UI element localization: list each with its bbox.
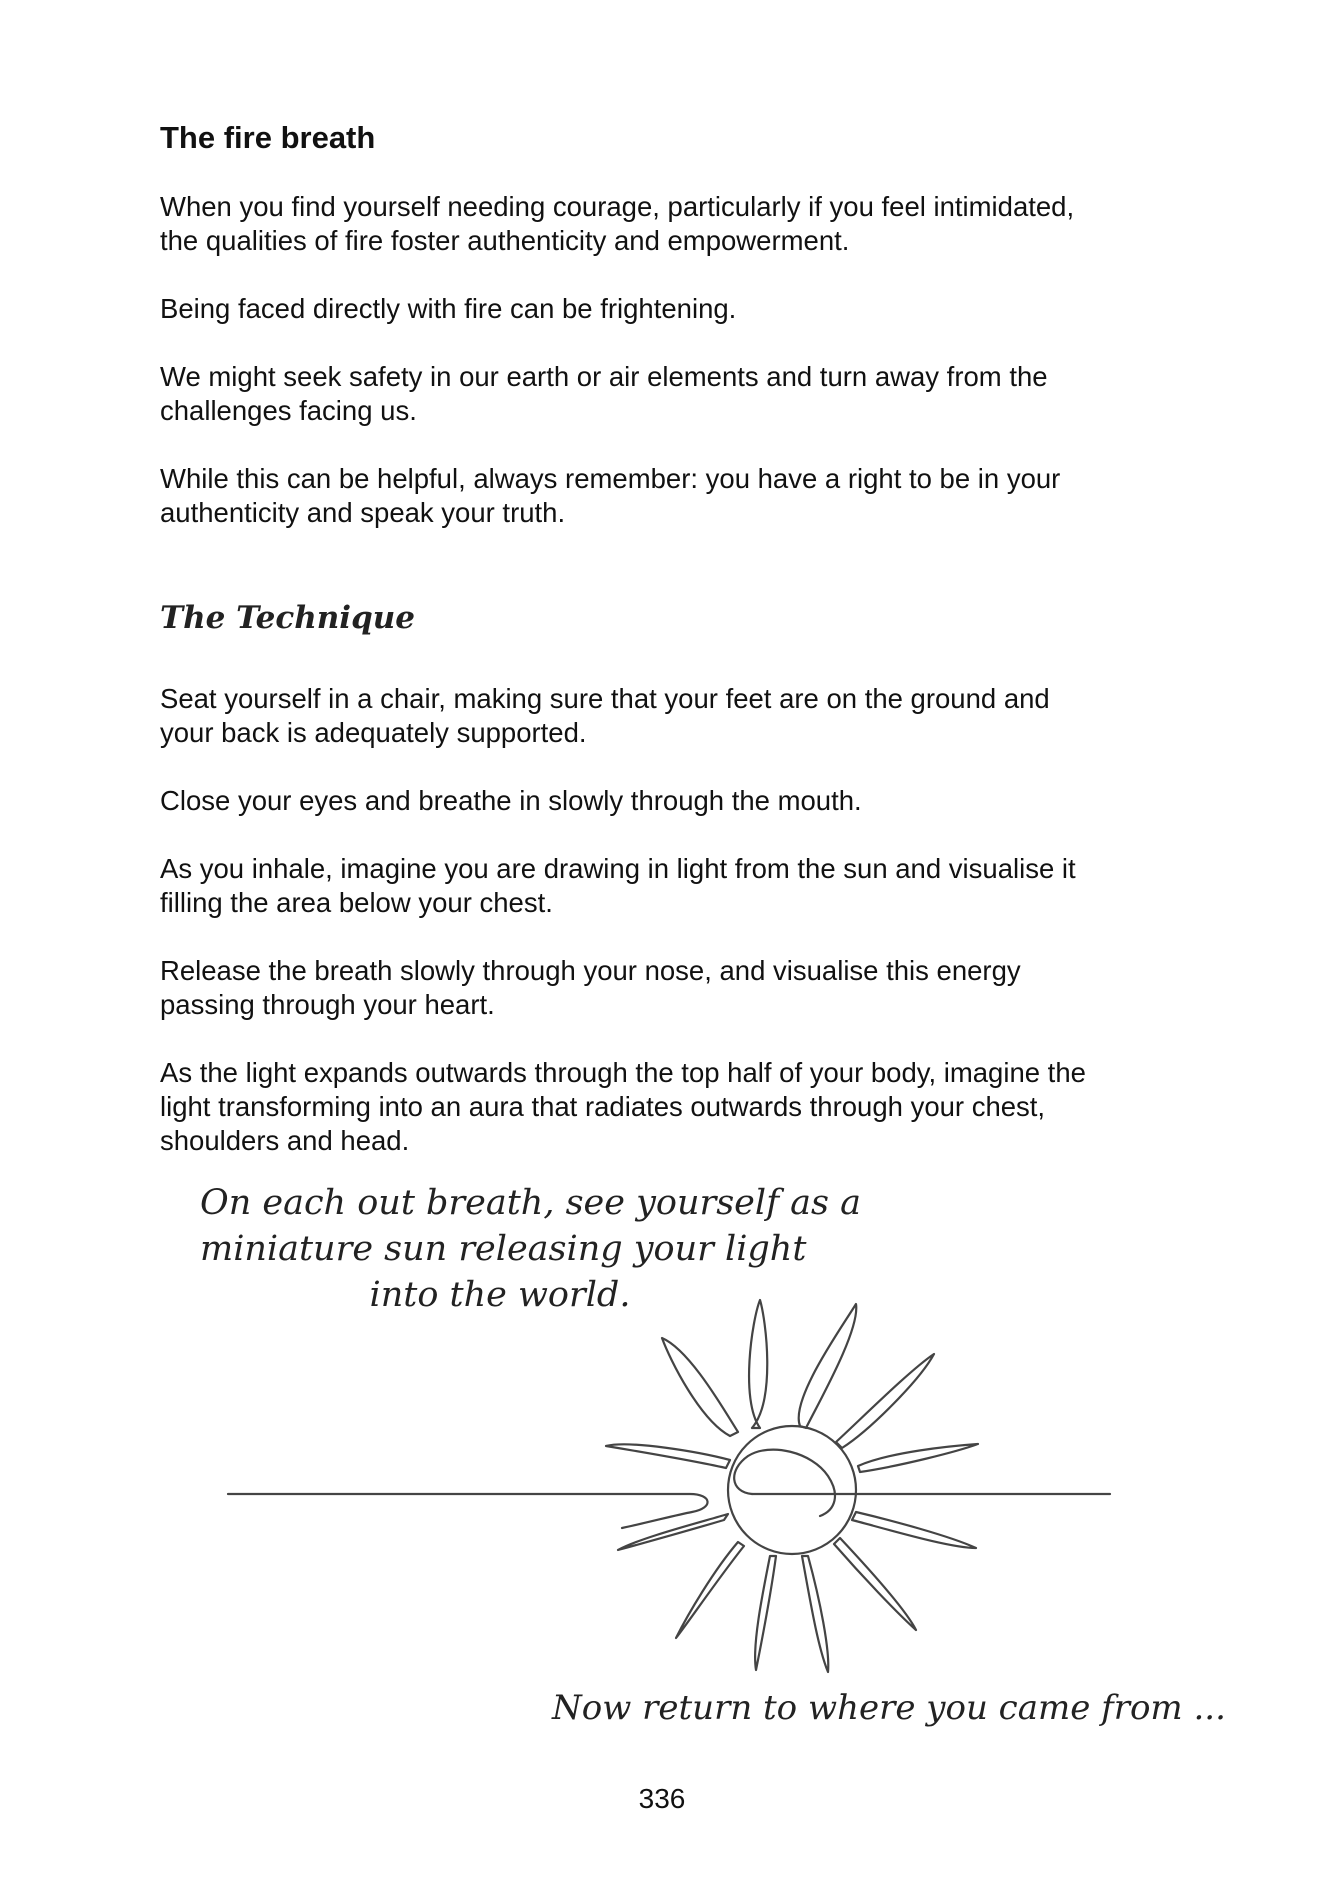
text-line: your back is adequately supported.: [160, 717, 587, 748]
sun-rays: [606, 1300, 978, 1672]
closing-line: Now return to where you came from ...: [552, 1688, 1226, 1728]
quote-line: On each out breath, see yourself as a: [200, 1183, 861, 1223]
quote-line: miniature sun releasing your light: [200, 1229, 807, 1269]
intro-paragraph-3: [160, 360, 1170, 428]
technique-paragraph-1: [160, 682, 1170, 750]
text-line: light transforming into an aura that radiates outwards through your chest,: [160, 1091, 1046, 1122]
text-line: challenges facing us.: [160, 395, 417, 426]
text-line: authenticity and speak your truth.: [160, 497, 566, 528]
text-line: While this can be helpful, always remember: you have a right to be in your: [160, 463, 1061, 494]
text-line: Close your eyes and breathe in slowly through the mouth.: [160, 785, 862, 816]
text-line: As you inhale, imagine you are drawing in light from the sun and visualise it: [160, 853, 1076, 884]
technique-paragraph-3: [160, 852, 1170, 920]
intro-paragraph-1: [160, 190, 1170, 258]
text-line: passing through your heart.: [160, 989, 495, 1020]
quote-line: into the world.: [369, 1275, 631, 1315]
intro-paragraph-2: [160, 292, 1170, 326]
section-subheading: The Technique: [160, 600, 416, 636]
text-line: shoulders and head.: [160, 1125, 410, 1156]
intro-paragraph-4: [160, 462, 1170, 530]
text-line: Seat yourself in a chair, making sure that your feet are on the ground and: [160, 683, 1050, 714]
text-line: Being faced directly with fire can be frightening.: [160, 293, 737, 324]
text-line: We might seek safety in our earth or air elements and turn away from the: [160, 361, 1048, 392]
technique-paragraph-4: [160, 954, 1170, 1022]
text-line: As the light expands outwards through the top half of your body, imagine the: [160, 1057, 1086, 1088]
text-line: filling the area below your chest.: [160, 887, 553, 918]
page-number: 336: [638, 1783, 686, 1814]
sun-disc: [728, 1426, 856, 1554]
text-line: the qualities of fire foster authenticity and empowerment.: [160, 225, 850, 256]
page-title: The fire breath: [160, 120, 376, 155]
text-line: When you find yourself needing courage, particularly if you feel intimidated,: [160, 191, 1075, 222]
sun-quote: [200, 1180, 861, 1318]
sun-inner-loop: [734, 1450, 835, 1516]
technique-paragraph-2: [160, 784, 1170, 818]
text-line: Release the breath slowly through your nose, and visualise this energy: [160, 955, 1021, 986]
technique-paragraph-5: [160, 1056, 1170, 1158]
horizon-line-left: [228, 1494, 708, 1528]
